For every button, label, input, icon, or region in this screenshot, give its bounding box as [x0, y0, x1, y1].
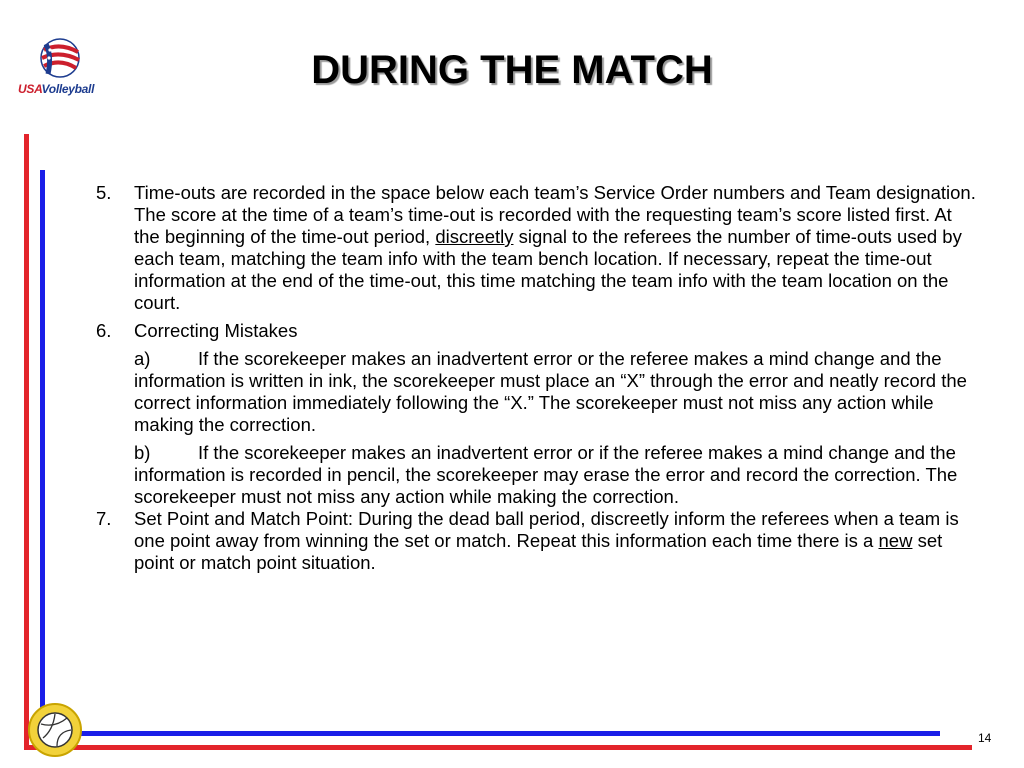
- blue-horizontal-rule: [40, 731, 940, 736]
- list-item-5: [96, 182, 976, 314]
- volleyball-badge-icon: [27, 702, 83, 758]
- page-number: 14: [978, 731, 992, 745]
- red-horizontal-rule: [24, 745, 972, 750]
- sub-item-b: [134, 442, 976, 508]
- sub-item-marker: a): [134, 348, 151, 369]
- slide-title: DURING THE MATCH: [311, 48, 713, 92]
- item-6-heading: Correcting Mistakes: [134, 320, 298, 341]
- list-number: 6.: [96, 320, 112, 341]
- slide-body: [96, 182, 976, 574]
- sub-item-a: [134, 348, 976, 436]
- blue-vertical-rule: [40, 170, 45, 732]
- sub-item-marker: b): [134, 442, 151, 463]
- red-vertical-rule: [24, 134, 29, 749]
- list-number: 5.: [96, 182, 112, 203]
- item-7-underlined-word: new: [878, 530, 913, 551]
- sub-item-a-text: If the scorekeeper makes an inadvertent error or the referee makes a mind change and the information is written in ink, the scorekeeper must place an “X” through the error and neatly record the correct information immediately following the “X.” The scorekeeper must not miss any action while making the correction.: [134, 348, 967, 435]
- item-5-text-end: signal to the referees the number of time-outs used by each team, matching the team info with the team bench location. If necessary, repeat the time-out information at the end of the time-out, this time matching the team info with the team location on the court.: [134, 226, 962, 313]
- list-item-7: [96, 508, 976, 574]
- item-5-text-start: Time-outs are recorded in the space below each team’s Service Order numbers and Team designation. The score at the time of a team’s time-out is recorded with the requesting team’s score listed first. At the beginning of the time-out period,: [134, 182, 976, 247]
- item-7-text-end: set point or match point situation.: [134, 530, 943, 573]
- logo-wordmark: USAVolleyball: [18, 82, 95, 96]
- list-number: 7.: [96, 508, 112, 529]
- list-item-6: [96, 320, 976, 342]
- sub-item-b-text: If the scorekeeper makes an inadvertent error or if the referee makes a mind change and the information is recorded in pencil, the scorekeeper may erase the error and record the correction. The scorekeeper must not miss any action while making the correction.: [134, 442, 958, 507]
- item-5-underlined-word: discreetly: [435, 226, 514, 247]
- item-7-text-start: Set Point and Match Point: During the dead ball period, discreetly inform the referees when a team is one point away from winning the set or match. Repeat this information each time there is a: [134, 508, 959, 551]
